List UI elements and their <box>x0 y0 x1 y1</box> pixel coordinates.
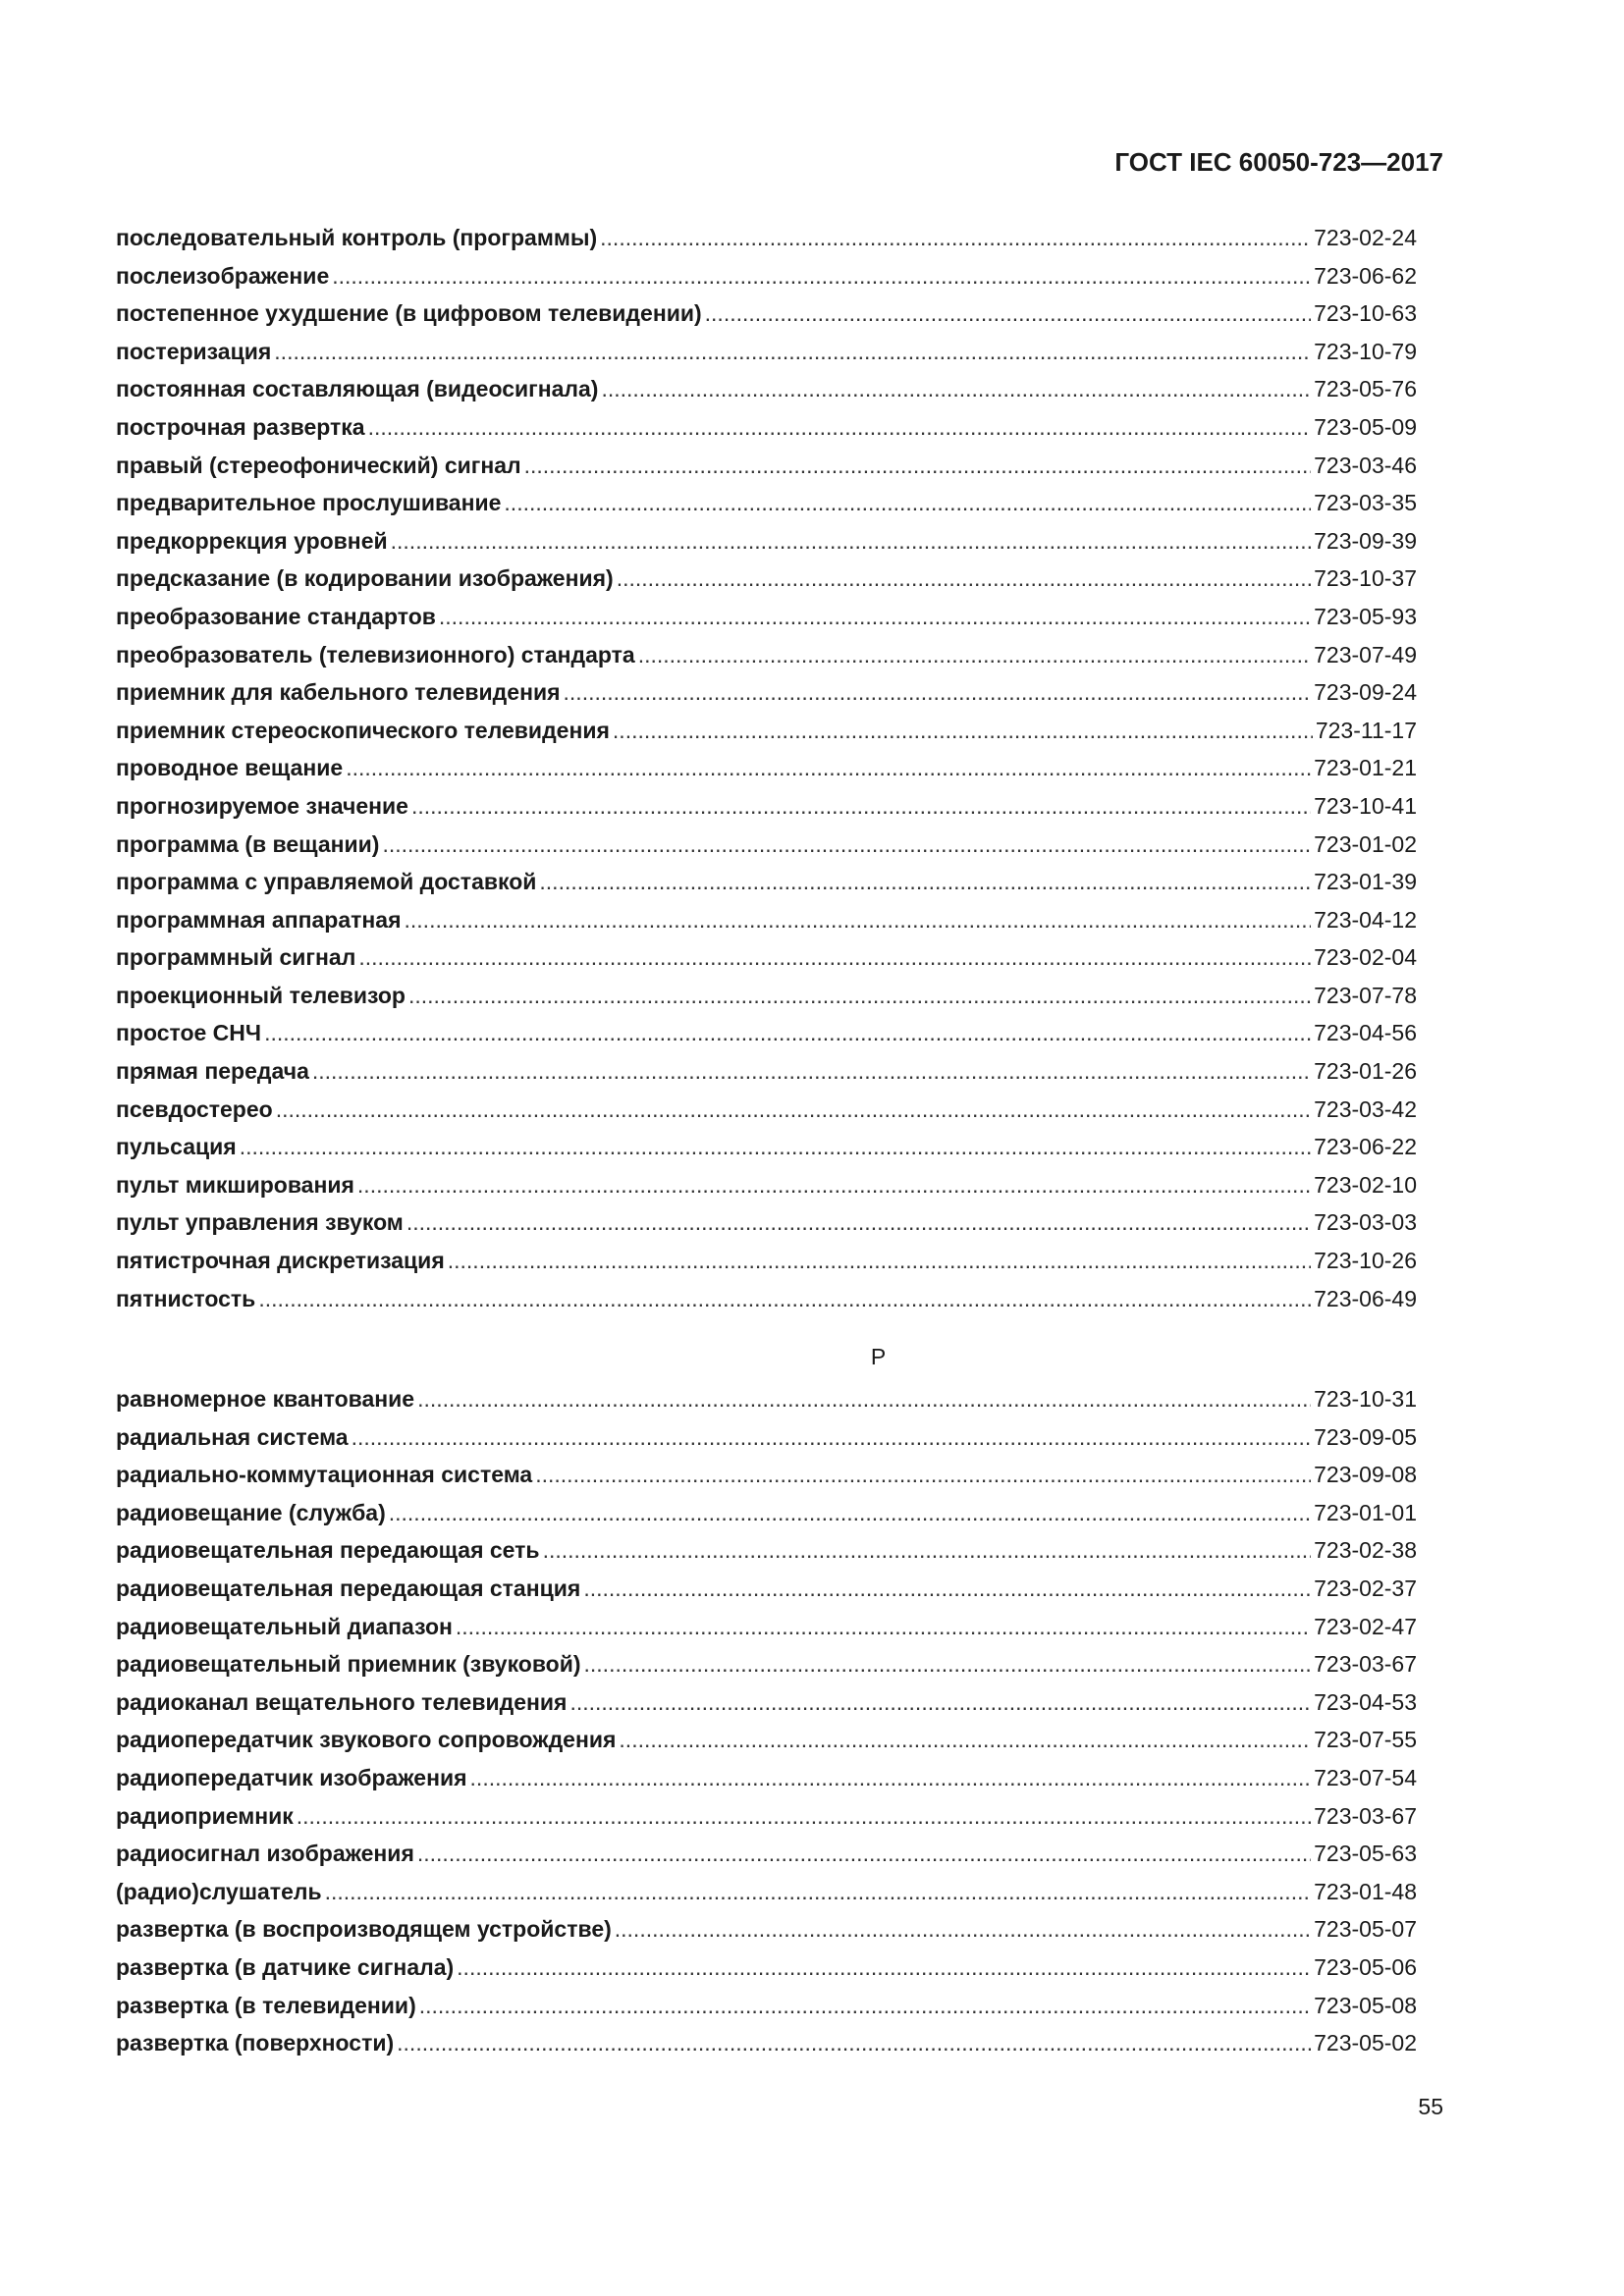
index-entry <box>116 1689 1417 1728</box>
dot-leader <box>504 490 1311 516</box>
index-entry <box>116 1993 1417 2031</box>
index-code: 723-01-26 <box>1314 1058 1417 1085</box>
dot-leader <box>600 225 1311 251</box>
index-code: 723-05-93 <box>1314 603 1417 629</box>
dot-leader <box>539 869 1311 895</box>
index-code: 723-05-63 <box>1314 1841 1417 1867</box>
index-code: 723-01-21 <box>1314 755 1417 781</box>
index-entry <box>116 1954 1417 1993</box>
dot-leader <box>583 1575 1311 1602</box>
index-term: радиальная система <box>116 1423 349 1450</box>
index-code: 723-03-67 <box>1314 1802 1417 1829</box>
index-code: 723-11-17 <box>1315 717 1417 743</box>
dot-leader <box>346 755 1311 781</box>
index-term: приемник стереоскопического телевидения <box>116 717 610 743</box>
index-code: 723-07-78 <box>1314 982 1417 1008</box>
index-code: 723-09-39 <box>1314 527 1417 554</box>
dot-leader <box>391 528 1312 555</box>
index-term: радиовещательный приемник (звуковой) <box>116 1651 581 1678</box>
index-code: 723-02-04 <box>1314 944 1417 971</box>
index-entry <box>116 1537 1417 1575</box>
index-term: приемник для кабельного телевидения <box>116 679 561 706</box>
index-code: 723-04-56 <box>1314 1020 1417 1046</box>
index-code: 723-06-49 <box>1314 1285 1417 1311</box>
index-entry <box>116 1209 1417 1248</box>
dot-leader <box>297 1803 1311 1830</box>
index-term: прямая передача <box>116 1058 309 1085</box>
index-entry <box>116 1058 1417 1096</box>
dot-leader <box>389 1500 1311 1526</box>
index-code: 723-10-26 <box>1314 1248 1417 1274</box>
index-code: 723-03-46 <box>1314 452 1417 478</box>
index-entry <box>116 565 1417 604</box>
section-letter: Р <box>870 1344 887 1369</box>
dot-leader <box>417 1386 1311 1413</box>
index-term: радиовещательная передающая станция <box>116 1575 581 1601</box>
index-entry <box>116 2030 1417 2068</box>
index-entry <box>116 1134 1417 1172</box>
index-entry <box>116 1500 1417 1538</box>
dot-leader <box>564 679 1312 706</box>
index-term: проекционный телевизор <box>116 982 406 1008</box>
index-term: пятнистость <box>116 1285 256 1311</box>
index-entry <box>116 263 1417 301</box>
dot-leader <box>382 831 1311 858</box>
dot-leader <box>352 1424 1312 1451</box>
index-entry <box>116 1286 1417 1324</box>
index-code: 723-02-38 <box>1314 1537 1417 1564</box>
dot-leader <box>264 1020 1311 1046</box>
dot-leader <box>240 1134 1311 1160</box>
index-entry <box>116 528 1417 566</box>
index-entry <box>116 1096 1417 1135</box>
index-term: радиопередатчик звукового сопровождения <box>116 1727 617 1753</box>
index-term: послеизображение <box>116 262 330 289</box>
index-term: предсказание (в кодировании изображения) <box>116 565 614 592</box>
index-code: 723-01-39 <box>1314 869 1417 895</box>
index-code: 723-04-12 <box>1314 906 1417 933</box>
index-code: 723-02-47 <box>1314 1613 1417 1639</box>
dot-leader <box>456 1614 1311 1640</box>
index-entry <box>116 1020 1417 1058</box>
dot-leader <box>411 793 1311 820</box>
index-term: развертка (в датчике сигнала) <box>116 1953 455 1980</box>
index-entry <box>116 414 1417 453</box>
index-code: 723-01-48 <box>1314 1878 1417 1904</box>
index-entry <box>116 339 1417 377</box>
index-code: 723-10-31 <box>1314 1386 1417 1412</box>
dot-leader <box>419 1993 1311 2019</box>
index-entry <box>116 604 1417 642</box>
index-entry <box>116 490 1417 528</box>
index-code: 723-10-41 <box>1314 792 1417 819</box>
index-code: 723-03-03 <box>1314 1209 1417 1236</box>
dot-leader <box>615 1916 1311 1943</box>
index-term: программа с управляемой доставкой <box>116 869 537 895</box>
dot-leader <box>535 1462 1311 1488</box>
index-term: постепенное ухудшение (в цифровом телевидении) <box>116 300 702 327</box>
dot-leader <box>617 565 1311 592</box>
index-entry <box>116 1765 1417 1803</box>
index-term: программный сигнал <box>116 944 356 971</box>
dot-leader <box>439 604 1311 630</box>
dot-leader <box>543 1537 1312 1564</box>
dot-leader <box>613 718 1313 744</box>
index-entry <box>116 869 1417 907</box>
index-code: 723-09-08 <box>1314 1462 1417 1488</box>
index-code: 723-06-22 <box>1314 1134 1417 1160</box>
index-code: 723-05-08 <box>1314 1992 1417 2018</box>
index-term: радиосигнал изображения <box>116 1841 414 1867</box>
index-entry <box>116 1462 1417 1500</box>
index-term: равномерное квантование <box>116 1386 415 1412</box>
index-entry <box>116 642 1417 680</box>
index-entry <box>116 1248 1417 1286</box>
document-header: ГОСТ IEC 60050-723—2017 <box>1114 147 1443 177</box>
page-number: 55 <box>1418 2094 1443 2119</box>
dot-leader <box>358 944 1311 971</box>
dot-leader <box>397 2030 1311 2056</box>
index-entry <box>116 1424 1417 1463</box>
index-entry <box>116 1803 1417 1842</box>
dot-leader <box>332 263 1311 290</box>
index-entry <box>116 453 1417 491</box>
index-code: 723-07-54 <box>1314 1764 1417 1790</box>
dot-leader <box>457 1954 1311 1981</box>
index-term: проводное вещание <box>116 755 344 781</box>
index-entry <box>116 1614 1417 1652</box>
dot-leader <box>325 1879 1312 1905</box>
index-code: 723-10-37 <box>1314 565 1417 592</box>
index-entry <box>116 983 1417 1021</box>
index-term: пятистрочная дискретизация <box>116 1248 445 1274</box>
dot-leader <box>408 983 1311 1009</box>
index-term: пульт управления звуком <box>116 1209 404 1236</box>
index-term: псевдостерео <box>116 1095 273 1122</box>
dot-leader <box>705 300 1311 327</box>
index-term: радиовещательный диапазон <box>116 1613 453 1639</box>
index-code: 723-10-79 <box>1314 338 1417 364</box>
index-term: постеризация <box>116 338 272 364</box>
index-term: программная аппаратная <box>116 906 402 933</box>
index-term: развертка (в воспроизводящем устройстве) <box>116 1916 612 1943</box>
index-entry <box>116 831 1417 870</box>
index-term: правый (стереофонический) сигнал <box>116 452 521 478</box>
index-term: пульсация <box>116 1134 237 1160</box>
dot-leader <box>405 907 1312 934</box>
index-entry <box>116 1575 1417 1614</box>
index-term: программа (в вещании) <box>116 830 380 857</box>
index-entry <box>116 944 1417 983</box>
index-code: 723-01-01 <box>1314 1499 1417 1525</box>
index-entry <box>116 1651 1417 1689</box>
index-code: 723-05-07 <box>1314 1916 1417 1943</box>
index-code: 723-05-09 <box>1314 413 1417 440</box>
dot-leader <box>357 1172 1311 1199</box>
dot-leader <box>312 1058 1311 1085</box>
index-entry <box>116 755 1417 793</box>
dot-leader <box>448 1248 1311 1274</box>
dot-leader <box>584 1651 1312 1678</box>
index-term: предварительное прослушивание <box>116 490 502 516</box>
index-entry <box>116 225 1417 263</box>
index-code: 723-05-76 <box>1314 376 1417 402</box>
index-section-p <box>116 225 1417 1323</box>
index-term: (радио)слушатель <box>116 1878 322 1904</box>
index-term: прогнозируемое значение <box>116 792 408 819</box>
index-entry <box>116 1727 1417 1765</box>
index-code: 723-07-55 <box>1314 1727 1417 1753</box>
index-code: 723-03-35 <box>1314 490 1417 516</box>
index-code: 723-04-53 <box>1314 1688 1417 1715</box>
index-entry <box>116 907 1417 945</box>
index-term: простое СНЧ <box>116 1020 262 1046</box>
index-term: постоянная составляющая (видеосигнала) <box>116 376 599 402</box>
index-entry <box>116 679 1417 718</box>
dot-leader <box>406 1209 1311 1236</box>
dot-leader <box>258 1286 1311 1312</box>
index-term: предкоррекция уровней <box>116 527 388 554</box>
index-code: 723-05-02 <box>1314 2030 1417 2056</box>
index-code: 723-02-10 <box>1314 1171 1417 1198</box>
index-code: 723-07-49 <box>1314 641 1417 667</box>
dot-leader <box>638 642 1311 668</box>
index-code: 723-03-42 <box>1314 1095 1417 1122</box>
index-term: построчная развертка <box>116 413 365 440</box>
index-code: 723-01-02 <box>1314 830 1417 857</box>
index-term: преобразование стандартов <box>116 603 436 629</box>
index-term: радиовещательная передающая сеть <box>116 1537 540 1564</box>
dot-leader <box>569 1689 1311 1716</box>
index-code: 723-05-06 <box>1314 1953 1417 1980</box>
dot-leader <box>276 1096 1311 1123</box>
index-term: радиально-коммутационная система <box>116 1462 533 1488</box>
index-term: радиопередатчик изображения <box>116 1764 467 1790</box>
dot-leader <box>619 1727 1311 1753</box>
index-entry <box>116 1841 1417 1879</box>
index-code: 723-02-37 <box>1314 1575 1417 1601</box>
index-entry <box>116 1916 1417 1954</box>
index-entry <box>116 1172 1417 1210</box>
index-term: радиовещание (служба) <box>116 1499 386 1525</box>
index-entry <box>116 300 1417 339</box>
index-entry <box>116 793 1417 831</box>
dot-leader <box>368 414 1312 441</box>
index-code: 723-02-24 <box>1314 225 1417 250</box>
dot-leader <box>417 1841 1311 1867</box>
index-code: 723-09-05 <box>1314 1423 1417 1450</box>
dot-leader <box>601 376 1311 402</box>
index-entry <box>116 1879 1417 1917</box>
index-term: развертка (поверхности) <box>116 2030 395 2056</box>
dot-leader <box>274 339 1311 365</box>
index-code: 723-03-67 <box>1314 1651 1417 1678</box>
index-term: пульт микширования <box>116 1171 354 1198</box>
index-code: 723-09-24 <box>1314 679 1417 706</box>
dot-leader <box>470 1765 1312 1791</box>
index-section-r <box>116 1386 1417 2068</box>
index-code: 723-06-62 <box>1314 262 1417 289</box>
index-entry <box>116 1386 1417 1424</box>
index-code: 723-10-63 <box>1314 300 1417 327</box>
index-term: преобразователь (телевизионного) стандарта <box>116 641 635 667</box>
index-entry <box>116 718 1417 756</box>
index-term: радиоканал вещательного телевидения <box>116 1688 568 1715</box>
index-term: развертка (в телевидении) <box>116 1992 416 2018</box>
dot-leader <box>524 453 1312 479</box>
index-term: последовательный контроль (программы) <box>116 225 598 250</box>
index-term: радиоприемник <box>116 1802 294 1829</box>
index-entry <box>116 376 1417 414</box>
